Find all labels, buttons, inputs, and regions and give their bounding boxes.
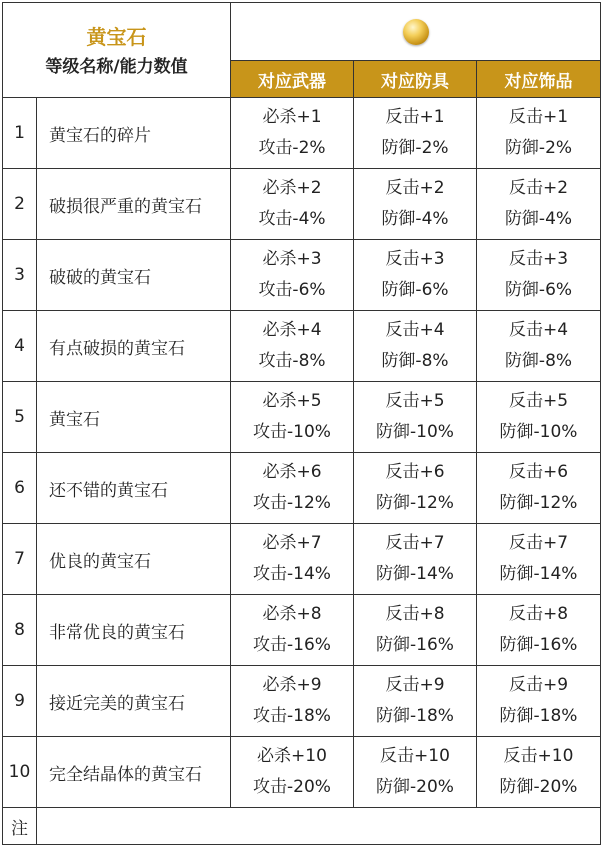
weapon-bonus: 必杀+3 bbox=[262, 249, 322, 269]
table-row bbox=[3, 311, 601, 382]
gem-table bbox=[2, 2, 601, 845]
weapon-value-cell bbox=[231, 98, 354, 169]
armor-penalty: 防御-20% bbox=[376, 777, 454, 797]
weapon-bonus: 必杀+10 bbox=[257, 746, 327, 766]
gem-level-name: 还不错的黄宝石 bbox=[37, 453, 231, 524]
armor-bonus: 反击+5 bbox=[385, 391, 445, 411]
note-label: 注 bbox=[3, 808, 37, 845]
weapon-penalty: 攻击-18% bbox=[253, 706, 331, 726]
armor-value-cell bbox=[354, 666, 477, 737]
column-header-accessory: 对应饰品 bbox=[477, 61, 601, 98]
accessory-value-cell bbox=[477, 524, 601, 595]
weapon-bonus: 必杀+5 bbox=[262, 391, 322, 411]
table-row bbox=[3, 240, 601, 311]
weapon-value-cell bbox=[231, 524, 354, 595]
armor-value-cell bbox=[354, 595, 477, 666]
accessory-bonus: 反击+10 bbox=[503, 746, 574, 766]
gem-level-name: 破破的黄宝石 bbox=[37, 240, 231, 311]
level-number: 3 bbox=[3, 240, 37, 311]
armor-bonus: 反击+3 bbox=[385, 249, 445, 269]
armor-penalty: 防御-18% bbox=[376, 706, 454, 726]
accessory-value-cell bbox=[477, 311, 601, 382]
armor-value-cell bbox=[354, 240, 477, 311]
weapon-value-cell bbox=[231, 240, 354, 311]
accessory-bonus: 反击+8 bbox=[508, 604, 569, 624]
yellow-gem-icon bbox=[403, 19, 429, 45]
accessory-value-cell bbox=[477, 595, 601, 666]
armor-penalty: 防御-12% bbox=[376, 493, 454, 513]
armor-penalty: 防御-16% bbox=[376, 635, 454, 655]
weapon-penalty: 攻击-16% bbox=[253, 635, 331, 655]
armor-penalty: 防御-6% bbox=[381, 280, 449, 300]
gem-level-name: 优良的黄宝石 bbox=[37, 524, 231, 595]
accessory-value-cell bbox=[477, 382, 601, 453]
accessory-penalty: 防御-6% bbox=[504, 280, 573, 300]
column-header-weapon: 对应武器 bbox=[231, 61, 354, 98]
armor-value-cell bbox=[354, 311, 477, 382]
weapon-bonus: 必杀+6 bbox=[262, 462, 322, 482]
gem-title: 黄宝石 bbox=[86, 25, 147, 49]
weapon-bonus: 必杀+8 bbox=[262, 604, 322, 624]
accessory-value-cell bbox=[477, 666, 601, 737]
armor-bonus: 反击+9 bbox=[385, 675, 445, 695]
gem-level-name: 黄宝石 bbox=[37, 382, 231, 453]
armor-bonus: 反击+2 bbox=[385, 178, 445, 198]
accessory-bonus: 反击+3 bbox=[508, 249, 569, 269]
armor-penalty: 防御-8% bbox=[381, 351, 449, 371]
weapon-penalty: 攻击-10% bbox=[253, 422, 331, 442]
weapon-bonus: 必杀+7 bbox=[262, 533, 322, 553]
level-number: 7 bbox=[3, 524, 37, 595]
weapon-penalty: 攻击-4% bbox=[258, 209, 326, 229]
armor-penalty: 防御-10% bbox=[376, 422, 454, 442]
armor-value-cell bbox=[354, 98, 477, 169]
weapon-penalty: 攻击-20% bbox=[253, 777, 331, 797]
accessory-bonus: 反击+5 bbox=[508, 391, 569, 411]
gem-level-name: 完全结晶体的黄宝石 bbox=[37, 737, 231, 808]
table-row bbox=[3, 453, 601, 524]
accessory-bonus: 反击+1 bbox=[508, 107, 569, 127]
weapon-bonus: 必杀+4 bbox=[262, 320, 322, 340]
gem-level-name: 破损很严重的黄宝石 bbox=[37, 169, 231, 240]
weapon-value-cell bbox=[231, 666, 354, 737]
column-header-armor: 对应防具 bbox=[354, 61, 477, 98]
weapon-value-cell bbox=[231, 382, 354, 453]
table-row bbox=[3, 595, 601, 666]
accessory-value-cell bbox=[477, 737, 601, 808]
accessory-penalty: 防御-4% bbox=[504, 209, 573, 229]
armor-bonus: 反击+6 bbox=[385, 462, 445, 482]
weapon-penalty: 攻击-12% bbox=[253, 493, 331, 513]
level-number: 1 bbox=[3, 98, 37, 169]
armor-bonus: 反击+8 bbox=[385, 604, 445, 624]
accessory-value-cell bbox=[477, 240, 601, 311]
accessory-penalty: 防御-8% bbox=[504, 351, 573, 371]
table-row bbox=[3, 737, 601, 808]
weapon-penalty: 攻击-14% bbox=[253, 564, 331, 584]
weapon-value-cell bbox=[231, 737, 354, 808]
armor-bonus: 反击+1 bbox=[385, 107, 445, 127]
accessory-penalty: 防御-2% bbox=[504, 138, 573, 158]
table-row bbox=[3, 666, 601, 737]
accessory-penalty: 防御-10% bbox=[499, 422, 578, 442]
armor-bonus: 反击+4 bbox=[385, 320, 445, 340]
armor-value-cell bbox=[354, 524, 477, 595]
armor-penalty: 防御-14% bbox=[376, 564, 454, 584]
level-number: 6 bbox=[3, 453, 37, 524]
armor-bonus: 反击+7 bbox=[385, 533, 445, 553]
weapon-bonus: 必杀+9 bbox=[262, 675, 322, 695]
armor-value-cell bbox=[354, 382, 477, 453]
weapon-value-cell bbox=[231, 169, 354, 240]
accessory-penalty: 防御-20% bbox=[499, 777, 578, 797]
gem-icon-cell bbox=[231, 3, 601, 61]
accessory-value-cell bbox=[477, 453, 601, 524]
table-row bbox=[3, 98, 601, 169]
accessory-bonus: 反击+9 bbox=[508, 675, 569, 695]
gem-level-name: 接近完美的黄宝石 bbox=[37, 666, 231, 737]
table-row bbox=[3, 382, 601, 453]
weapon-bonus: 必杀+1 bbox=[262, 107, 322, 127]
accessory-penalty: 防御-16% bbox=[499, 635, 578, 655]
weapon-penalty: 攻击-8% bbox=[258, 351, 326, 371]
armor-value-cell bbox=[354, 737, 477, 808]
gem-level-name: 黄宝石的碎片 bbox=[37, 98, 231, 169]
weapon-bonus: 必杀+2 bbox=[262, 178, 322, 198]
gem-level-name: 非常优良的黄宝石 bbox=[37, 595, 231, 666]
gem-subtitle: 等级名称/能力数值 bbox=[45, 57, 188, 77]
level-number: 8 bbox=[3, 595, 37, 666]
armor-penalty: 防御-4% bbox=[381, 209, 449, 229]
accessory-bonus: 反击+4 bbox=[508, 320, 569, 340]
accessory-bonus: 反击+2 bbox=[508, 178, 569, 198]
table-row bbox=[3, 169, 601, 240]
armor-penalty: 防御-2% bbox=[381, 138, 449, 158]
table-title-cell bbox=[3, 3, 231, 98]
weapon-value-cell bbox=[231, 311, 354, 382]
accessory-bonus: 反击+6 bbox=[508, 462, 569, 482]
accessory-value-cell bbox=[477, 169, 601, 240]
weapon-value-cell bbox=[231, 595, 354, 666]
armor-value-cell bbox=[354, 169, 477, 240]
level-number: 9 bbox=[3, 666, 37, 737]
level-number: 2 bbox=[3, 169, 37, 240]
level-number: 10 bbox=[3, 737, 37, 808]
level-number: 5 bbox=[3, 382, 37, 453]
weapon-penalty: 攻击-6% bbox=[258, 280, 326, 300]
armor-value-cell bbox=[354, 453, 477, 524]
accessory-penalty: 防御-18% bbox=[499, 706, 578, 726]
gem-level-name: 有点破损的黄宝石 bbox=[37, 311, 231, 382]
accessory-bonus: 反击+7 bbox=[508, 533, 569, 553]
table-row bbox=[3, 524, 601, 595]
armor-bonus: 反击+10 bbox=[380, 746, 450, 766]
weapon-penalty: 攻击-2% bbox=[258, 138, 326, 158]
accessory-penalty: 防御-14% bbox=[499, 564, 578, 584]
accessory-value-cell bbox=[477, 98, 601, 169]
weapon-value-cell bbox=[231, 453, 354, 524]
note-row bbox=[3, 808, 601, 845]
accessory-penalty: 防御-12% bbox=[499, 493, 578, 513]
note-text bbox=[37, 808, 601, 845]
level-number: 4 bbox=[3, 311, 37, 382]
